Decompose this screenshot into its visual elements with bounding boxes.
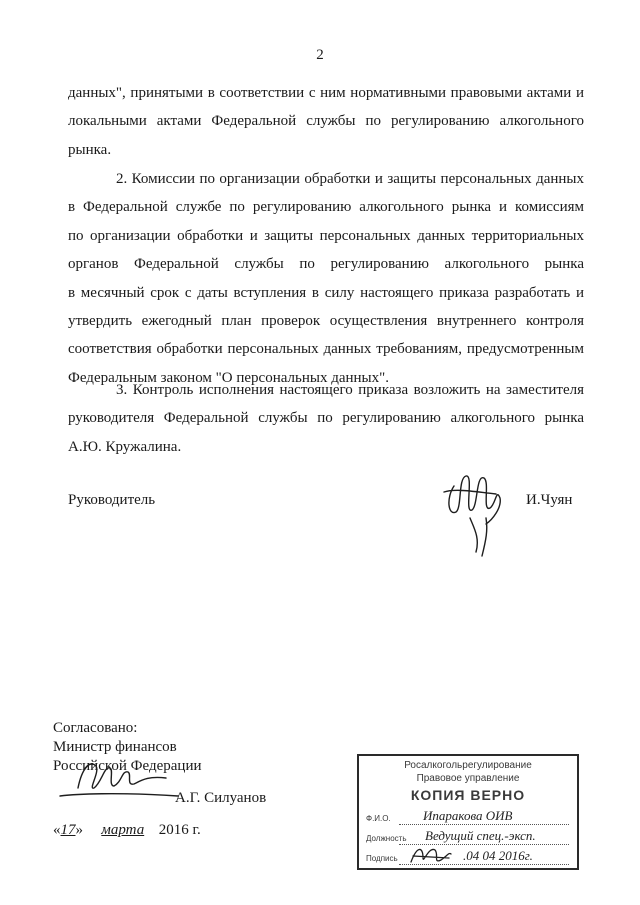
stamp-signature: [409, 842, 453, 868]
page-number: 2: [316, 47, 324, 63]
stamp-fio-value: Ипаракова ОИВ: [423, 808, 513, 823]
text-line: соответствия обработки персональных данных требованиям, предусмотренным: [68, 341, 584, 358]
stamp-position-label: Должность: [366, 834, 407, 843]
stamp-sign-label: Подпись: [366, 854, 398, 863]
stamp-copy-true: КОПИЯ ВЕРНО: [410, 787, 526, 803]
stamp-date-value: .04 04 2016г.: [463, 848, 533, 863]
text-line: данных", принятыми в соответствии с ним нормативными правовыми актами и: [68, 85, 584, 101]
text-line: А.Ю. Кружалина.: [68, 438, 182, 455]
text-line: органов Федеральной службы по регулированию алкогольного рынка: [68, 256, 584, 273]
director-signature: [436, 468, 512, 560]
text-line: Федеральным законом "О персональных данных".: [68, 369, 389, 386]
date-month: марта: [101, 822, 145, 838]
stamp-fio-rule: [399, 824, 569, 825]
text-line: 3. Контроль исполнения настоящего приказа возложить на заместителя: [116, 382, 584, 398]
paragraph-3: [68, 376, 584, 461]
minister-signature: [56, 752, 186, 804]
text-line: локальными актами Федеральной службы по регулированию алкогольного: [68, 113, 584, 130]
paragraph-2: [68, 165, 584, 392]
date-day: 17: [60, 822, 76, 838]
text-line: в месячный срок с даты вступления в силу настоящего приказа разработать и: [68, 284, 584, 301]
text-line: по организации обработки и защиты персональных данных территориальных: [68, 227, 584, 244]
signatory-name: И.Чуян: [526, 492, 573, 508]
stamp-dept: Правовое управление: [416, 773, 520, 784]
certified-copy-stamp: [357, 754, 579, 870]
minister-name: А.Г. Силуанов: [175, 790, 267, 806]
agreement-date: [53, 822, 201, 839]
agreed-position-line2: Российской Федерации: [53, 758, 202, 774]
stamp-org: Росалкогольрегулирование: [404, 760, 532, 771]
text-line: 2. Комиссии по организации обработки и защиты персональных данных: [116, 171, 584, 187]
text-line: руководителя Федеральной службы по регулированию алкогольного рынка: [68, 410, 584, 427]
text-line: в Федеральной службе по регулированию алкогольного рынка и комиссиям: [68, 199, 584, 216]
date-year: 2016 г.: [158, 822, 201, 838]
paragraph-1: [68, 79, 584, 164]
date-close-quote: »: [75, 822, 83, 838]
stamp-position-value: Ведущий спец.-эксп.: [425, 828, 536, 843]
stamp-fio-label: Ф.И.О.: [366, 814, 391, 823]
agreed-label: Согласовано:: [53, 720, 138, 736]
signatory-title: Руководитель: [68, 492, 156, 508]
agreed-position-line1: Министр финансов: [53, 739, 177, 755]
text-line: утвердить ежегодный план проверок осуществления внутреннего контроля: [68, 313, 584, 330]
text-line: рынка.: [68, 141, 112, 158]
date-open-quote: «: [53, 822, 61, 838]
